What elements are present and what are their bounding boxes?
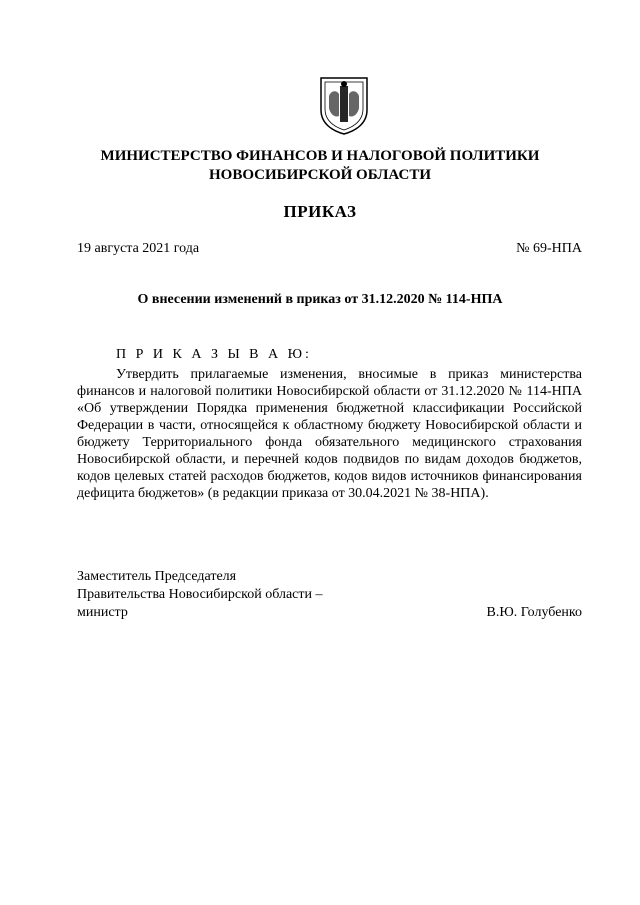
coat-of-arms-icon: [317, 76, 371, 136]
signatory-name: В.Ю. Голубенко: [486, 605, 582, 620]
ministry-line-2: НОВОСИБИРСКОЙ ОБЛАСТИ: [208, 167, 432, 183]
ministry-header: [60, 147, 580, 185]
document-date: 19 августа 2021 года: [77, 241, 200, 256]
signature-position-line-2: Правительства Новосибирской области –: [77, 587, 323, 602]
order-word: П Р И К А З Ы В А Ю:: [116, 347, 312, 362]
ministry-line-1: МИНИСТЕРСТВО ФИНАНСОВ И НАЛОГОВОЙ ПОЛИТИКИ: [100, 148, 540, 164]
signature-position-line-1: Заместитель Председателя: [77, 569, 237, 584]
signature-block: [77, 568, 582, 622]
document-subject: О внесении изменений в приказ от 31.12.2020 № 114-НПА: [137, 292, 503, 307]
document-number: № 69-НПА: [516, 241, 582, 256]
signature-position-line-3: министр: [77, 605, 128, 620]
document-type-title: ПРИКАЗ: [283, 202, 357, 221]
body-paragraph: Утвердить прилагаемые изменения, вносимые в приказ министерства финансов и налоговой политики Новосибирской области от 31.12.2020 № 114-НПА «Об утверждении Порядка применения бюджетной классификации Российской Федерации в части, относящейся к областному бюджету Новосибирской области и бюджету Территориального фонда обязательного медицинского страхования Новосибирской области, и перечней кодов подвидов по видам доходов бюджетов, кодов целевых статей расходов бюджетов, кодов видов источников финансирования дефицита бюджетов» (в редакции приказа от 30.04.2021 № 38-НПА).: [77, 367, 582, 501]
